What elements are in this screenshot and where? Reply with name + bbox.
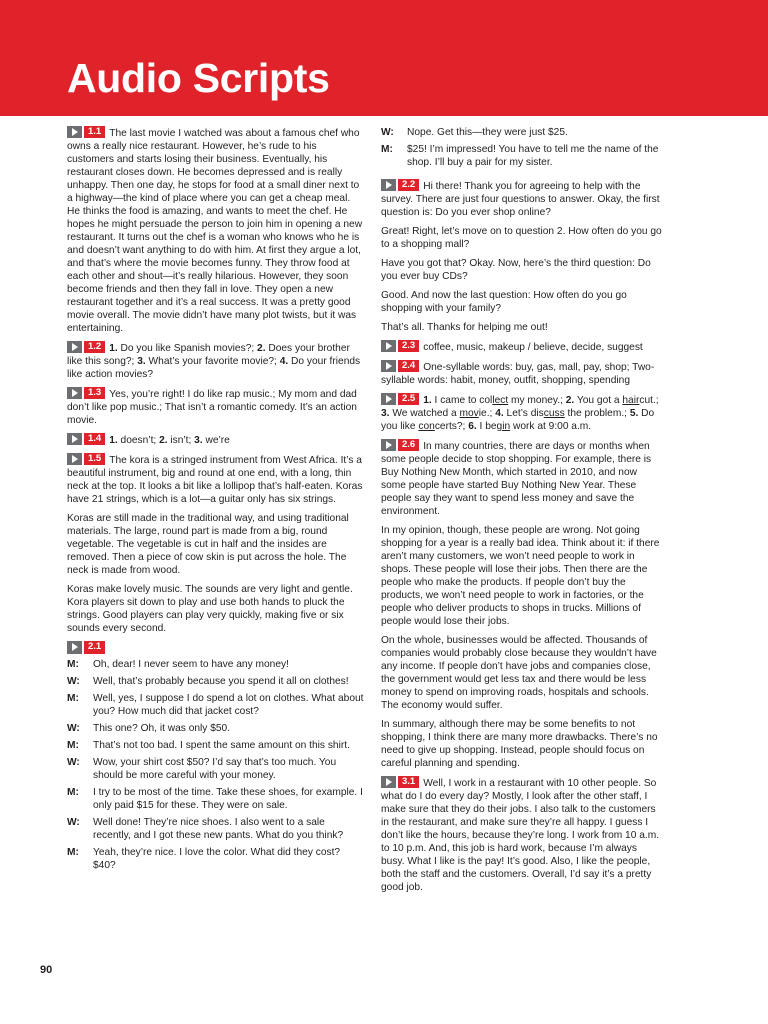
play-icon	[67, 433, 82, 445]
play-icon	[381, 776, 396, 788]
audio-track-button[interactable]: 2.1	[67, 641, 364, 654]
dialogue-text: This one? Oh, it was only $50.	[93, 723, 231, 734]
script-2-6-p2: In my opinion, though, these people are wrong. Not going shopping for a year is a really bad idea. Think about it: if there aren’t many customers, we won’t need people to work in shops. These people will lose their jobs. Then there are the people who make the products. If people don’t buy the products, we won’t need people to work in factories, or the people who deliver products to shops in trucks. Millions of people would lose their jobs.	[381, 525, 660, 627]
play-icon	[67, 387, 82, 399]
right-column	[381, 126, 663, 900]
script-2-2-p2: Great! Right, let’s move on to question 2. How often do you go to a shopping mall?	[381, 226, 662, 250]
page-number: 90	[40, 964, 53, 976]
audio-track-button[interactable]: 2.2	[381, 179, 419, 191]
script-2-2-p5: That’s all. Thanks for helping me out!	[381, 322, 548, 333]
speaker-label: M:	[67, 847, 79, 858]
dialogue-line	[67, 722, 364, 735]
audio-track-button[interactable]: 2.5	[381, 393, 419, 405]
dialogue-text: I try to be most of the time. Take these shoes, for example. I only paid $15 for these. They were on sale.	[93, 787, 363, 811]
dialogue-line	[67, 786, 364, 812]
left-column	[67, 126, 364, 876]
speaker-label: M:	[67, 693, 79, 704]
play-icon	[67, 341, 82, 353]
speaker-label: W:	[381, 127, 394, 138]
dialogue-line	[67, 692, 364, 718]
audio-track-button[interactable]: 1.2	[67, 341, 105, 353]
script-1-5-p3: Koras make lovely music. The sounds are very light and gentle. Kora players sit down to play and use both hands to pluck the strings. Good players can play very quickly, making five or six sounds every second.	[67, 584, 353, 634]
dialogue-line	[67, 675, 364, 688]
dialogue-text: Wow, your shirt cost $50? I’d say that’s too much. You should be more careful with your money.	[93, 757, 337, 781]
script-3-1: 3.1 Well, I work in a restaurant with 10 other people. So what do I do every day? Mostly, I look after the other staff, I make sure that they do their jobs. I also talk to the customers in the restaurant, and make sure they’re all happy. I guess I don’t like the hours, because they’re long. I work from 10 a.m. to 10 p.m. And, this job is hard work, because I’m always busy. What I like is the pay! It’s good. Also, I like the people, both the staff and the customers. Overall, I’d say it’s a pretty good job.	[381, 776, 660, 893]
script-2-6-p1: 2.6 In many countries, there are days or months when some people decide to stop shopping. For example, there is Buy Nothing New Month, which started in 2010, and now some people have started Buy Nothing New Year. These people say they want to spend less money and save the environment.	[381, 439, 652, 517]
dialogue-line	[67, 816, 364, 842]
audio-track-button[interactable]: 1.4	[67, 433, 105, 445]
dialogue-text: That’s not too bad. I spent the same amount on this shirt.	[93, 740, 350, 751]
dialogue-line	[67, 739, 364, 752]
script-2-2-p3: Have you got that? Okay. Now, here’s the third question: Do you ever buy CDs?	[381, 258, 651, 282]
header-banner	[0, 0, 768, 116]
script-1-5-p2: Koras are still made in the traditional way, and using traditional materials. The large, round part is made from a big, round vegetable. The vegetable is cut in half and the insides are removed. Then a piece of cow skin is put across the hole. The neck is made from wood.	[67, 513, 349, 576]
script-1-4: 1.4 1. doesn’t; 2. isn’t; 3. we’re	[67, 433, 364, 447]
speaker-label: W:	[67, 723, 80, 734]
speaker-label: W:	[67, 757, 80, 768]
script-2-6-p3: On the whole, businesses would be affected. Thousands of companies would probably close because they wouldn’t have any income. If people don’t have jobs and companies close, the government would get less tax and there would be less money to spend on improving roads, hospitals and schools. The economy would suffer.	[381, 635, 657, 711]
audio-track-button[interactable]: 1.3	[67, 387, 105, 399]
dialogue-line	[67, 756, 364, 782]
play-icon	[67, 641, 82, 654]
script-2-5: 2.5 1. I came to collect my money.; 2. You got a haircut.; 3. We watched a movie.; 4. Let’s discuss the problem.; 5. Do you like concerts?; 6. I begin work at 9:00 a.m.	[381, 393, 659, 432]
script-1-2: 1.2 1. Do you like Spanish movies?; 2. Does your brother like this song?; 3. What’s your favorite movie?; 4. Do your friends like action movies?	[67, 341, 361, 380]
speaker-label: M:	[381, 144, 393, 155]
script-2-3: 2.3 coffee, music, makeup / believe, decide, suggest	[381, 340, 663, 354]
dialogue-line	[381, 143, 663, 169]
speaker-label: W:	[67, 817, 80, 828]
speaker-label: W:	[67, 676, 80, 687]
script-2-2-p1: 2.2 Hi there! Thank you for agreeing to help with the survey. There are just four questions to answer. Okay, the first question is: Do you ever shop online?	[381, 179, 660, 218]
script-2-4: 2.4 One-syllable words: buy, gas, mall, pay, shop; Two-syllable words: habit, money, outfit, shopping, spending	[381, 360, 655, 386]
speaker-label: M:	[67, 740, 79, 751]
dialogue-text: Well done! They’re nice shoes. I also went to a sale recently, and I got these new pants. What do you think?	[93, 817, 344, 841]
page-title: Audio Scripts	[67, 55, 330, 101]
speaker-label: M:	[67, 787, 79, 798]
speaker-label: M:	[67, 659, 79, 670]
dialogue-text: Oh, dear! I never seem to have any money!	[93, 659, 289, 670]
audio-track-button[interactable]: 2.3	[381, 340, 419, 352]
play-icon	[381, 179, 396, 191]
dialogue-text: Yeah, they’re nice. I love the color. What did they cost? $40?	[93, 847, 341, 871]
play-icon	[381, 393, 396, 405]
script-1-1: 1.1 The last movie I watched was about a famous chef who owns a really nice restaurant. However, he’s rude to his customers and starts losing their business. Eventually, his restaurant closes down. He becomes depressed and is really unhappy. Then one day, he stops for food at a small diner next to a highway—the kind of place where you can get a cheap meal. He thinks the food is amazing, and wants to meet the chef. He hopes he might persuade the person to join him in opening a new restaurant. It turns out the chef is a woman who knows who he is and doesn’t want anything to do with him. At first they argue a lot, and that’s where the movie becomes funny. They throw food at each other and shout—it’s really hilarious. However, they soon become friends and then they fall in love. They open a new restaurant together and it’s a real success. It was a pretty good movie overall. The movie didn’t have many plot twists, but it was entertaining.	[67, 126, 363, 334]
play-icon	[381, 340, 396, 352]
audio-track-button[interactable]: 3.1	[381, 776, 419, 788]
play-icon	[67, 453, 82, 465]
dialogue-2-1-continued	[381, 126, 663, 169]
script-2-6-p4: In summary, although there may be some benefits to not shopping, I think there are many more drawbacks. There’s no need to give up shopping. Instead, people should focus on careful planning and spending.	[381, 719, 658, 769]
audio-track-button[interactable]: 1.1	[67, 126, 105, 138]
audio-track-button[interactable]: 2.6	[381, 439, 419, 451]
dialogue-text: Well, yes, I suppose I do spend a lot on clothes. What about you? How much did that jacket cost?	[93, 693, 364, 717]
play-icon	[381, 439, 396, 451]
script-2-2-p4: Good. And now the last question: How often do you go shopping with your family?	[381, 290, 627, 314]
dialogue-line	[67, 658, 364, 671]
dialogue-2-1	[67, 658, 364, 872]
script-1-3: 1.3 Yes, you’re right! I do like rap music.; My mom and dad don’t like pop music.; That isn’t a romantic comedy. It’s an action movie.	[67, 387, 357, 426]
dialogue-text: Nope. Get this—they were just $25.	[407, 127, 568, 138]
dialogue-text: Well, that’s probably because you spend it all on clothes!	[93, 676, 349, 687]
play-icon	[67, 126, 82, 138]
audio-track-button[interactable]: 1.5	[67, 453, 105, 465]
dialogue-line	[381, 126, 663, 139]
dialogue-line	[67, 846, 364, 872]
play-icon	[381, 360, 396, 372]
dialogue-text: $25! I’m impressed! You have to tell me the name of the shop. I’ll buy a pair for my sister.	[407, 144, 659, 168]
script-1-5-p1: 1.5 The kora is a stringed instrument from West Africa. It’s a beautiful instrument, big and round at one end, with a long, thin neck at the top. It looks a bit like a lollipop that’s half-eaten. Koras have 21 strings, which is a lot—a guitar only has six strings.	[67, 453, 363, 505]
audio-track-button[interactable]: 2.4	[381, 360, 419, 372]
